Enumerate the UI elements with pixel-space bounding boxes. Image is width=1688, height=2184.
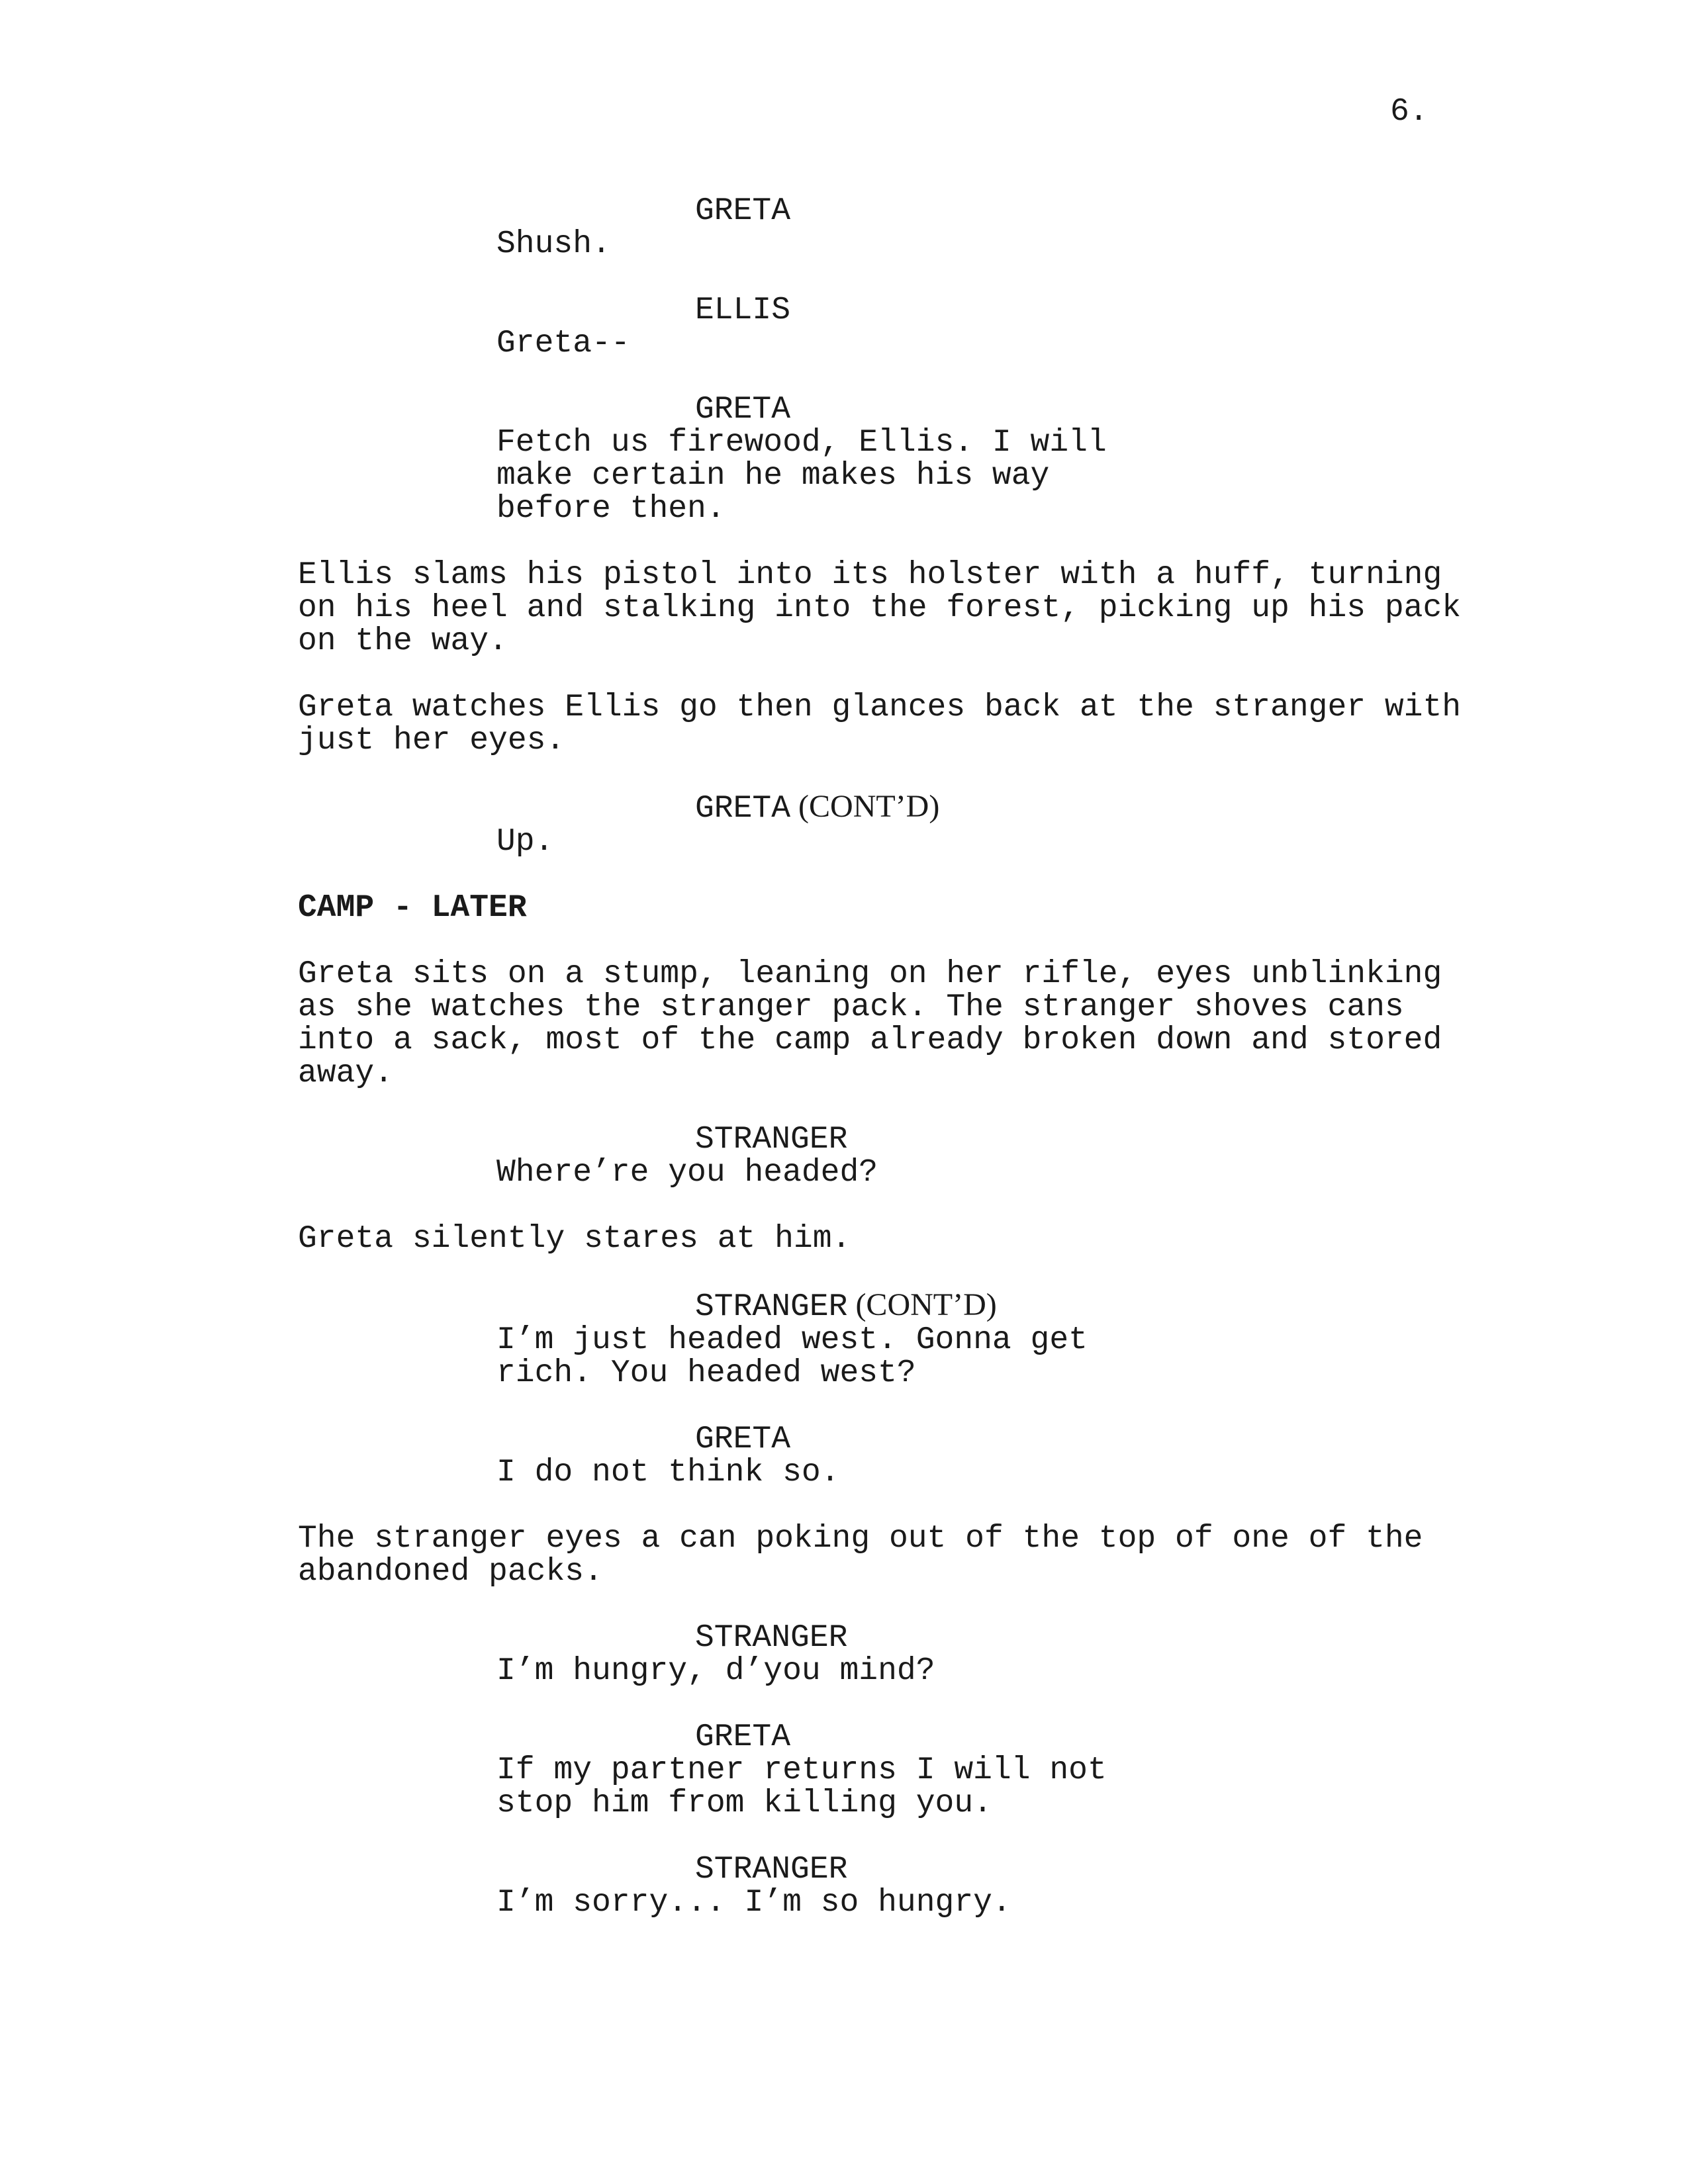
character-extension: (CONT’D) (790, 789, 940, 824)
character-name: GRETA (695, 1719, 791, 1755)
script-body (298, 195, 1489, 1919)
character-extension: (CONT’D) (847, 1287, 997, 1322)
dialogue-block (298, 1289, 1489, 1390)
dialogue-line: I’m sorry... I’m so hungry. (496, 1885, 1011, 1921)
dialogue-block (298, 1123, 1489, 1189)
dialogue-block (298, 195, 1489, 261)
action-block (298, 1222, 1489, 1255)
action-block (298, 559, 1489, 658)
action-line: Ellis slams his pistol into its holster with a huff, turning (298, 557, 1442, 593)
dialogue-block (298, 393, 1489, 525)
dialogue-line: Shush. (496, 226, 611, 262)
dialogue-line: I’m hungry, d’you mind? (496, 1653, 935, 1689)
action-line: The stranger eyes a can poking out of the top of one of the (298, 1521, 1423, 1557)
character-name: GRETA (695, 193, 791, 229)
dialogue-line: Up. (496, 824, 554, 860)
page-number: 6. (1390, 94, 1429, 130)
dialogue-line: before then. (496, 491, 726, 527)
character-name: STRANGER (695, 1620, 848, 1656)
action-block (298, 691, 1489, 757)
dialogue-block (298, 1423, 1489, 1489)
action-line: Greta silently stares at him. (298, 1221, 851, 1257)
action-line: abandoned packs. (298, 1554, 603, 1590)
character-name: STRANGER (CONT’D) (695, 1287, 997, 1325)
action-line: into a sack, most of the camp already broken down and stored (298, 1023, 1442, 1058)
action-line: Greta sits on a stump, leaning on her rifle, eyes unblinking (298, 956, 1442, 992)
character-name: ELLIS (695, 293, 791, 328)
action-line: Greta watches Ellis go then glances back at the stranger with (298, 690, 1462, 725)
scene-heading-block (298, 891, 1489, 925)
scene-heading: CAMP - LATER (298, 890, 527, 926)
dialogue-block (298, 1853, 1489, 1919)
action-line: away. (298, 1056, 394, 1091)
action-line: just her eyes. (298, 723, 565, 758)
dialogue-line: If my partner returns I will not (496, 1752, 1107, 1788)
dialogue-block (298, 1621, 1489, 1688)
action-line: on the way. (298, 623, 508, 659)
dialogue-line: stop him from killing you. (496, 1786, 992, 1821)
dialogue-block (298, 1721, 1489, 1820)
dialogue-line: Where’re you headed? (496, 1155, 878, 1191)
character-name: STRANGER (695, 1122, 848, 1158)
action-block (298, 1522, 1489, 1588)
dialogue-block (298, 790, 1489, 858)
character-name: GRETA (695, 392, 791, 428)
dialogue-line: make certain he makes his way (496, 458, 1050, 494)
character-name: GRETA (CONT’D) (695, 789, 940, 827)
action-line: as she watches the stranger pack. The stranger shoves cans (298, 989, 1404, 1025)
action-line: on his heel and stalking into the forest, picking up his pack (298, 590, 1462, 626)
dialogue-line: Fetch us firewood, Ellis. I will (496, 425, 1107, 461)
character-name: STRANGER (695, 1852, 848, 1888)
dialogue-block (298, 294, 1489, 360)
action-block (298, 958, 1489, 1090)
dialogue-line: Greta-- (496, 326, 630, 361)
dialogue-line: I’m just headed west. Gonna get (496, 1322, 1088, 1358)
dialogue-line: I do not think so. (496, 1455, 840, 1490)
dialogue-line: rich. You headed west? (496, 1355, 916, 1391)
character-name: GRETA (695, 1422, 791, 1457)
